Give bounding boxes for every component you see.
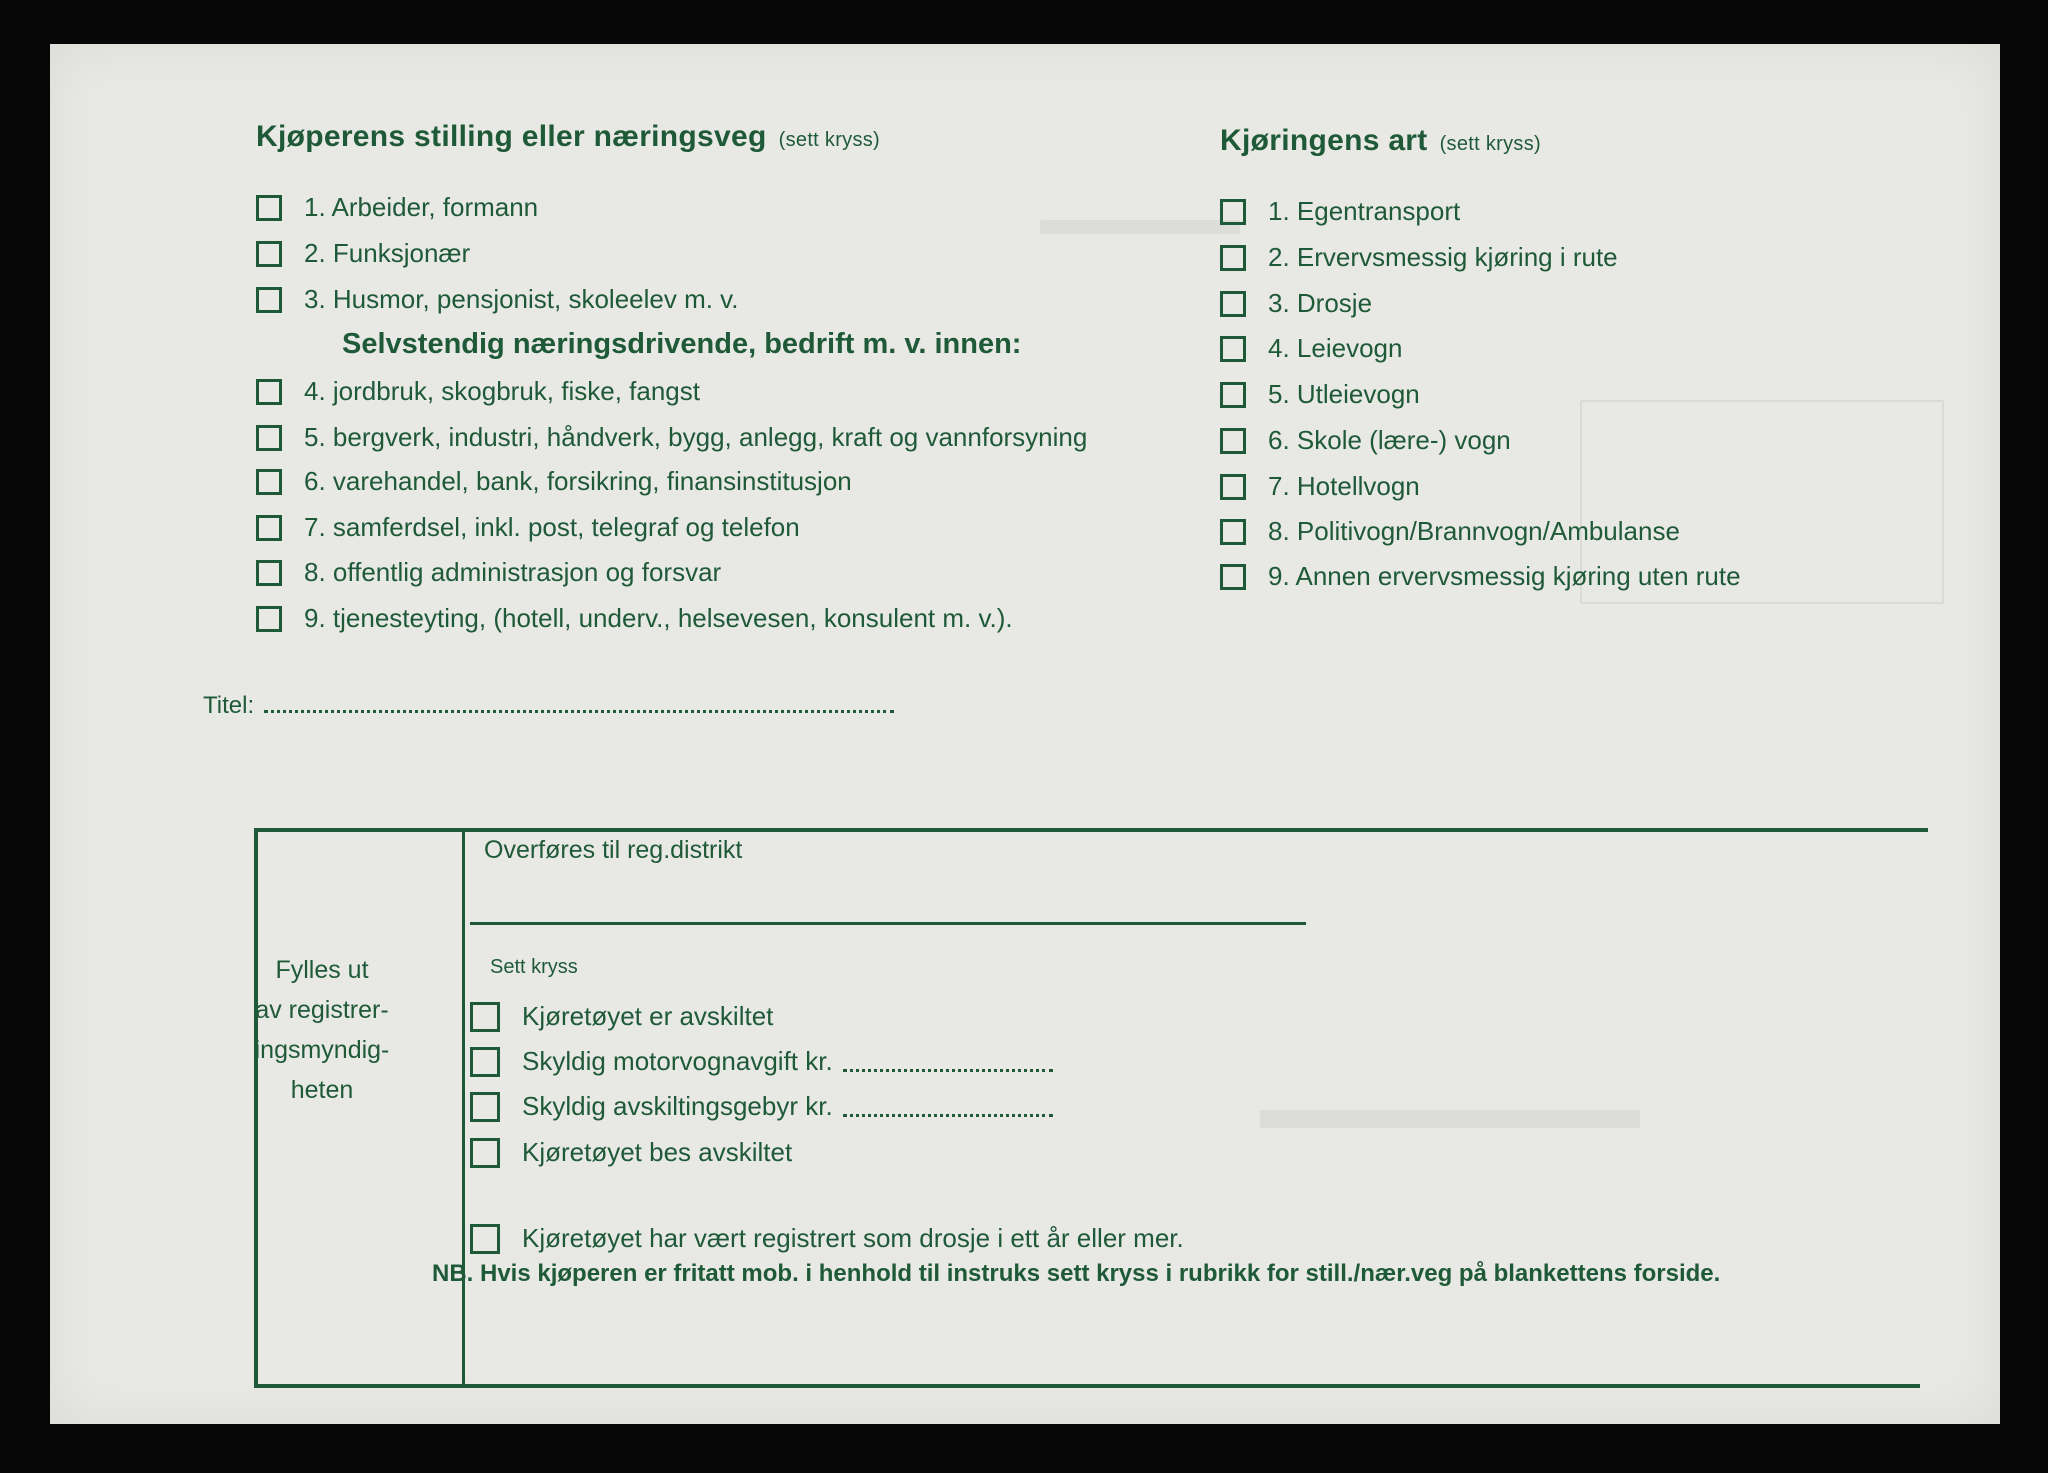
bleed-through-mark (1040, 220, 1240, 234)
checkbox[interactable] (1220, 291, 1246, 317)
registry-option-owed-tax[interactable]: Skyldig motorvognavgift kr. (470, 1046, 1053, 1077)
registry-box-bottom-border (254, 1384, 1920, 1388)
buyer-option-5[interactable]: 5. bergverk, industri, håndverk, bygg, anlegg, kraft og vannforsyning (256, 422, 1087, 453)
driving-option-2[interactable]: 2. Ervervsmessig kjøring i rute (1220, 242, 1618, 273)
buyer-option-4[interactable]: 4. jordbruk, skogbruk, fiske, fangst (256, 376, 700, 407)
buyer-option-9[interactable]: 9. tjenesteyting, (hotell, underv., helsevesen, konsulent m. v.). (256, 603, 1013, 634)
registry-option-taxi-one-year[interactable]: Kjøretøyet har vært registrert som drosje i ett år eller mer. (470, 1223, 1184, 1254)
checkbox[interactable] (470, 1047, 500, 1077)
registry-option-deregistered[interactable]: Kjøretøyet er avskiltet (470, 1001, 773, 1032)
checkbox[interactable] (1220, 382, 1246, 408)
nb-instruction: NB. Hvis kjøperen er fritatt mob. i henhold til instruks sett kryss i rubrikk for still./nær.veg på blankettens forside. (432, 1260, 1721, 1287)
registry-option-request-deregister[interactable]: Kjøretøyet bes avskiltet (470, 1137, 792, 1168)
checkbox[interactable] (1220, 199, 1246, 225)
transfer-district-line[interactable] (470, 922, 1306, 925)
registry-option-owed-fee[interactable]: Skyldig avskiltingsgebyr kr. (470, 1091, 1053, 1122)
checkbox[interactable] (256, 379, 282, 405)
bleed-through-mark (1260, 1110, 1640, 1128)
checkbox[interactable] (256, 425, 282, 451)
checkbox[interactable] (1220, 564, 1246, 590)
driving-option-3[interactable]: 3. Drosje (1220, 288, 1372, 319)
registry-box-top-border (254, 828, 1928, 832)
driving-option-9[interactable]: 9. Annen ervervsmessig kjøring uten rute (1220, 561, 1741, 592)
checkbox[interactable] (470, 1224, 500, 1254)
checkbox[interactable] (1220, 245, 1246, 271)
buyer-position-heading: Kjøperens stilling eller næringsveg (sett kryss) (256, 120, 881, 153)
checkbox[interactable] (1220, 336, 1246, 362)
checkbox[interactable] (470, 1092, 500, 1122)
checkbox[interactable] (256, 606, 282, 632)
driving-option-1[interactable]: 1. Egentransport (1220, 196, 1460, 227)
checkbox[interactable] (1220, 428, 1246, 454)
driving-option-8[interactable]: 8. Politivogn/Brannvogn/Ambulanse (1220, 516, 1680, 547)
owed-tax-amount-line[interactable] (843, 1051, 1053, 1072)
checkbox[interactable] (256, 195, 282, 221)
buyer-option-8[interactable]: 8. offentlig administrasjon og forsvar (256, 557, 721, 588)
title-dotted-line[interactable] (264, 692, 894, 713)
checkbox[interactable] (1220, 519, 1246, 545)
buyer-option-7[interactable]: 7. samferdsel, inkl. post, telegraf og telefon (256, 512, 800, 543)
checkbox[interactable] (470, 1002, 500, 1032)
driving-option-6[interactable]: 6. Skole (lære-) vogn (1220, 425, 1511, 456)
registry-box-divider (462, 828, 465, 1386)
checkbox[interactable] (256, 287, 282, 313)
checkbox[interactable] (1220, 474, 1246, 500)
transfer-district-label: Overføres til reg.distrikt (484, 836, 743, 864)
title-label: Titel: (203, 692, 255, 719)
checkbox[interactable] (256, 560, 282, 586)
driving-type-heading: Kjøringens art (sett kryss) (1220, 124, 1541, 157)
buyer-option-1[interactable]: 1. Arbeider, formann (256, 192, 538, 223)
title-field[interactable] (203, 692, 894, 720)
sett-kryss-label: Sett kryss (490, 956, 578, 978)
buyer-option-2[interactable]: 2. Funksjonær (256, 238, 470, 269)
buyer-option-3[interactable]: 3. Husmor, pensjonist, skoleelev m. v. (256, 284, 738, 315)
checkbox[interactable] (256, 515, 282, 541)
driving-option-4[interactable]: 4. Leievogn (1220, 333, 1402, 364)
driving-option-7[interactable]: 7. Hotellvogn (1220, 471, 1420, 502)
registry-authority-label: Fylles ut av registrer- ingsmyndig- heten (254, 956, 390, 1104)
owed-fee-amount-line[interactable] (843, 1096, 1053, 1117)
checkbox[interactable] (256, 241, 282, 267)
self-employed-subheading: Selvstendig næringsdrivende, bedrift m. v. innen: (342, 328, 1022, 360)
checkbox[interactable] (256, 469, 282, 495)
driving-option-5[interactable]: 5. Utleievogn (1220, 379, 1420, 410)
buyer-option-6[interactable]: 6. varehandel, bank, forsikring, finansinstitusjon (256, 466, 852, 497)
checkbox[interactable] (470, 1138, 500, 1168)
